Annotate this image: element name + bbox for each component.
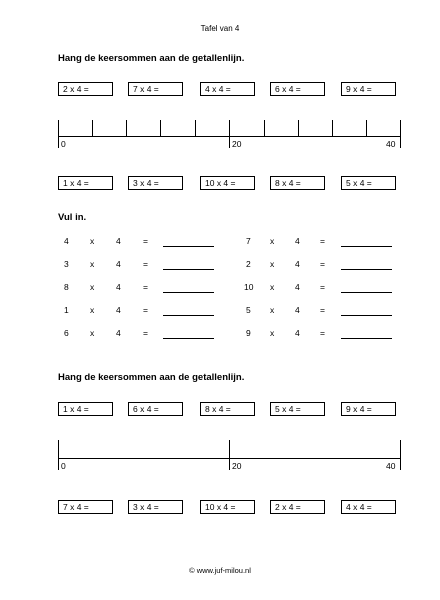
number-line-tick <box>92 120 93 136</box>
multiply-sign: x <box>270 282 275 292</box>
answer-blank[interactable] <box>163 315 214 316</box>
equals-sign: = <box>320 259 325 269</box>
number-line-tick <box>400 120 401 148</box>
page-title: Tafel van 4 <box>200 24 240 33</box>
answer-box[interactable]: 9 x 4 = <box>341 402 396 416</box>
answer-box[interactable]: 7 x 4 = <box>58 500 113 514</box>
multiply-sign: x <box>90 328 95 338</box>
operand-b: 4 <box>295 236 300 246</box>
answer-box[interactable]: 3 x 4 = <box>128 500 183 514</box>
section-heading: Vul in. <box>58 212 87 223</box>
equals-sign: = <box>320 305 325 315</box>
answer-box[interactable]: 3 x 4 = <box>128 176 183 190</box>
number-line-tick <box>298 120 299 136</box>
answer-box[interactable]: 4 x 4 = <box>341 500 396 514</box>
operand-a: 5 <box>246 305 251 315</box>
answer-blank[interactable] <box>341 292 392 293</box>
answer-box[interactable]: 10 x 4 = <box>200 176 255 190</box>
multiply-sign: x <box>270 259 275 269</box>
answer-blank[interactable] <box>163 338 214 339</box>
answer-blank[interactable] <box>341 246 392 247</box>
equals-sign: = <box>143 282 148 292</box>
equals-sign: = <box>143 236 148 246</box>
multiply-sign: x <box>270 328 275 338</box>
equals-sign: = <box>143 305 148 315</box>
number-line-tick <box>126 120 127 136</box>
operand-b: 4 <box>295 259 300 269</box>
section-heading: Hang de keersommen aan de getallenlijn. <box>58 372 245 383</box>
number-line-label-end: 40 <box>386 461 396 471</box>
equals-sign: = <box>143 328 148 338</box>
operand-a: 4 <box>64 236 69 246</box>
operand-b: 4 <box>295 305 300 315</box>
operand-b: 4 <box>116 305 121 315</box>
number-line-label-start: 0 <box>61 139 66 149</box>
number-line-label-middle: 20 <box>232 461 242 471</box>
answer-blank[interactable] <box>341 315 392 316</box>
answer-box[interactable]: 8 x 4 = <box>270 176 325 190</box>
number-line-tick <box>229 440 230 470</box>
number-line-label-end: 40 <box>386 139 396 149</box>
number-line-tick <box>264 120 265 136</box>
operand-b: 4 <box>116 282 121 292</box>
equals-sign: = <box>320 328 325 338</box>
operand-a: 6 <box>64 328 69 338</box>
number-line-tick <box>160 120 161 136</box>
number-line-tick <box>400 440 401 470</box>
answer-box[interactable]: 7 x 4 = <box>128 82 183 96</box>
answer-box[interactable]: 2 x 4 = <box>270 500 325 514</box>
answer-blank[interactable] <box>341 338 392 339</box>
answer-box[interactable]: 10 x 4 = <box>200 500 255 514</box>
operand-b: 4 <box>116 259 121 269</box>
operand-a: 3 <box>64 259 69 269</box>
operand-a: 8 <box>64 282 69 292</box>
equals-sign: = <box>320 282 325 292</box>
operand-a: 10 <box>244 282 254 292</box>
operand-b: 4 <box>295 328 300 338</box>
multiply-sign: x <box>90 236 95 246</box>
multiply-sign: x <box>90 305 95 315</box>
answer-box[interactable]: 4 x 4 = <box>200 82 255 96</box>
answer-box[interactable]: 9 x 4 = <box>341 82 396 96</box>
answer-box[interactable]: 2 x 4 = <box>58 82 113 96</box>
answer-blank[interactable] <box>341 269 392 270</box>
multiply-sign: x <box>270 305 275 315</box>
operand-a: 2 <box>246 259 251 269</box>
answer-blank[interactable] <box>163 246 214 247</box>
equals-sign: = <box>320 236 325 246</box>
operand-a: 9 <box>246 328 251 338</box>
operand-b: 4 <box>116 236 121 246</box>
number-line-tick <box>366 120 367 136</box>
answer-blank[interactable] <box>163 292 214 293</box>
operand-b: 4 <box>116 328 121 338</box>
multiply-sign: x <box>90 259 95 269</box>
number-line-label-start: 0 <box>61 461 66 471</box>
answer-box[interactable]: 5 x 4 = <box>270 402 325 416</box>
number-line-label-middle: 20 <box>232 139 242 149</box>
multiply-sign: x <box>270 236 275 246</box>
answer-box[interactable]: 1 x 4 = <box>58 402 113 416</box>
operand-a: 7 <box>246 236 251 246</box>
number-line-tick <box>58 120 59 148</box>
answer-box[interactable]: 5 x 4 = <box>341 176 396 190</box>
number-line-tick <box>195 120 196 136</box>
answer-box[interactable]: 1 x 4 = <box>58 176 113 190</box>
number-line-tick <box>229 120 230 148</box>
number-line-tick <box>332 120 333 136</box>
answer-box[interactable]: 6 x 4 = <box>128 402 183 416</box>
operand-a: 1 <box>64 305 69 315</box>
answer-blank[interactable] <box>163 269 214 270</box>
footer-copyright: © www.juf-milou.nl <box>189 566 251 575</box>
equals-sign: = <box>143 259 148 269</box>
number-line-tick <box>58 440 59 470</box>
multiply-sign: x <box>90 282 95 292</box>
answer-box[interactable]: 8 x 4 = <box>200 402 255 416</box>
section-heading: Hang de keersommen aan de getallenlijn. <box>58 53 245 64</box>
answer-box[interactable]: 6 x 4 = <box>270 82 325 96</box>
operand-b: 4 <box>295 282 300 292</box>
